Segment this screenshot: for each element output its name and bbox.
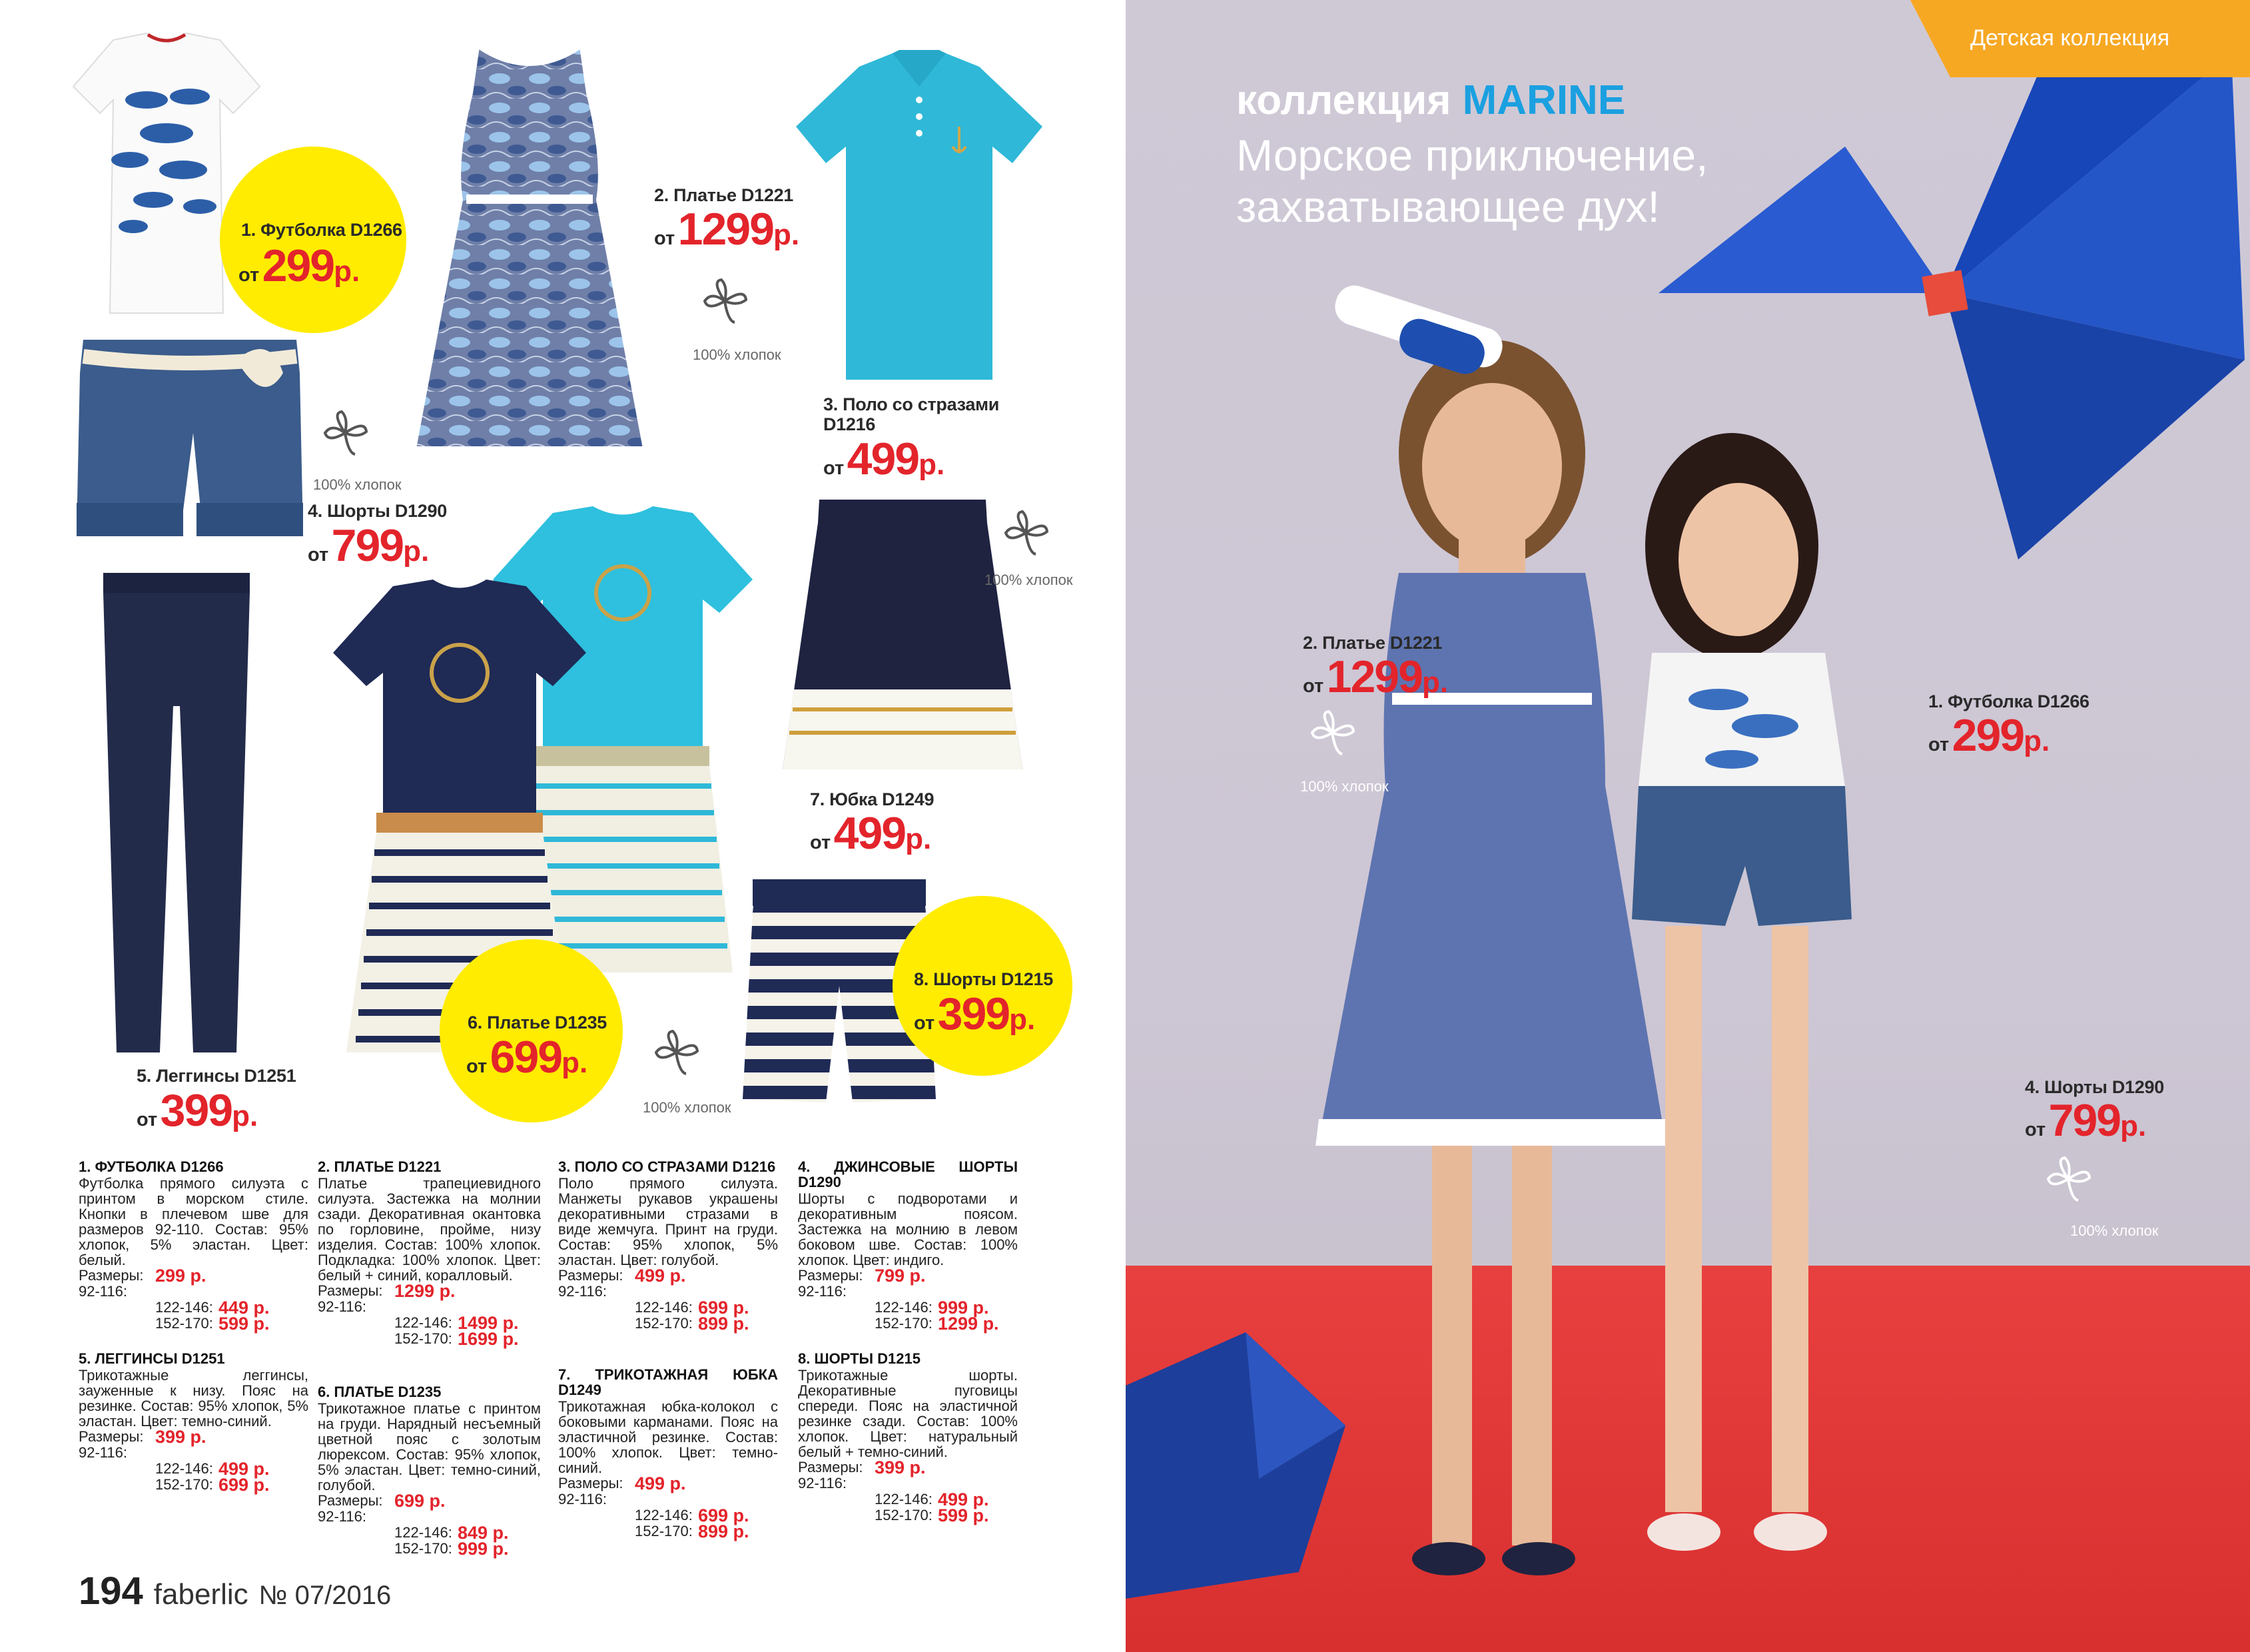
description-d1251: 5. ЛЕГГИНСЫ D1251 Трикотажные леггинсы, зауженные к низу. Пояс на резинке. Состав: 95% хлопок, 5% эластан. Цвет: темно-синий. Размеры: 92-116: 399 р. 122-146: 499 р. 152-170: 699 р. [79, 1350, 308, 1495]
product-price-d1221: от 1299р. [654, 204, 800, 254]
cotton-icon [318, 406, 372, 460]
callout-label-d1290: 4. Шорты D1290 [2025, 1077, 2164, 1097]
polo-d1216-image [786, 47, 1052, 386]
page-footer [79, 1569, 391, 1613]
product-price-d1235: от 699р. [466, 1032, 588, 1082]
page-number: 194 [79, 1569, 143, 1613]
cotton-label: 100% хлопок [2070, 1222, 2159, 1239]
girls-photo [1292, 280, 2058, 1652]
product-label-d1266: 1. Футболка D1266 [241, 220, 402, 240]
description-d1266: 1. ФУТБОЛКА D1266 Футболка прямого силуэта с принтом в морском стиле. Кнопки в плечевом шве для размеров 92-110. Состав: 95% хлопок, 5% эластан. Цвет: белый. Размеры: 92-116: 299 р. 122-146: 449 р. 152-170: 599 р. [79, 1158, 308, 1334]
section-tab-notch [1910, 0, 1950, 77]
callout-price-d1266: от 299р. [1928, 710, 2050, 761]
description-d1216: 3. ПОЛО СО СТРАЗАМИ D1216 Поло прямого силуэта. Манжеты рукавов украшены декоративными стразами в виде жемчуга. Принт на груди. Состав: 95% хлопок, 5% эластан. Цвет: голубой. Размеры: 92-116: 499 р. 122-146: 699 р. 152-170: 899 р. [558, 1158, 778, 1334]
cotton-icon [2042, 1152, 2095, 1206]
product-price-d1215: от 399р. [914, 989, 1036, 1039]
product-label-d1215: 8. Шорты D1215 [914, 969, 1053, 989]
collection-title: коллекция MARINE [1236, 77, 1626, 123]
skirt-d1249-image [779, 496, 1026, 776]
cotton-icon [649, 1026, 703, 1079]
cotton-label: 100% хлопок [313, 476, 402, 493]
description-d1290: 4. ДЖИНСОВЫЕ ШОРТЫ D1290 Шорты с подворотами и декоративным поясом. Застежка на молнию в левом боковом шве. Состав: 100% хлопок. Цвет: индиго. Размеры: 92-116: 799 р. 122-146: 999 р. 152-170: 1299 р. [798, 1158, 1018, 1334]
description-d1235: 6. ПЛАТЬЕ D1235 Трикотажное платье с принтом на груди. Нарядный несъемный цветной пояс с золотым люрексом. Состав: 95% хлопок, 5% эластан. Цвет: темно-синий, голубой. Размеры: 92-116: 699 р. 122-146: 849 р. 152-170: 999 р. [318, 1384, 541, 1559]
cotton-icon [1306, 706, 1359, 759]
callout-label-d1266: 1. Футболка D1266 [1928, 691, 2089, 711]
leggings-d1251-image [93, 566, 260, 1059]
callout-label-d1221: 2. Платье D1221 [1303, 633, 1442, 653]
collection-subtitle-1: Морское приключение, [1236, 131, 1708, 180]
issue-number: № 07/2016 [258, 1581, 392, 1610]
collection-subtitle-2: захватывающее дух! [1236, 182, 1660, 231]
product-price-d1251: от 399р. [137, 1085, 258, 1136]
product-price-d1249: от 499р. [810, 808, 932, 859]
cotton-icon [698, 274, 751, 328]
product-label-d1235: 6. Платье D1235 [468, 1013, 607, 1032]
product-label-d1216: 3. Поло со стразами [823, 394, 1000, 414]
section-tab [1950, 0, 2250, 77]
right-page [1126, 0, 2250, 1652]
callout-price-d1221: от 1299р. [1303, 651, 1449, 702]
cotton-icon [999, 506, 1052, 560]
product-price-d1290: от 799р. [308, 520, 430, 571]
brand-name: faberlic [153, 1578, 248, 1611]
product-label-d1249: 7. Юбка D1249 [810, 789, 935, 809]
cotton-label: 100% хлопок [1300, 778, 1389, 795]
product-label-d1216-code: D1216 [823, 414, 876, 434]
description-d1215: 8. ШОРТЫ D1215 Трикотажные шорты. Декоративные пуговицы спереди. Пояс на эластичной резинке сзади. Состав: 100% хлопок. Цвет: натуральный белый + темно-синий. Размеры: 92-116: 399 р. 122-146: 499 р. 152-170: 599 р. [798, 1350, 1018, 1525]
description-d1249: 7. ТРИКОТАЖНАЯ ЮБКА D1249 Трикотажная юбка-колокол с боковыми карманами. Пояс на эластичной резинке. Состав: 100% хлопок. Цвет: темно-синий. Размеры: 92-116: 499 р. 122-146: 699 р. 152-170: 899 р. [558, 1366, 778, 1541]
dress-d1221-image [406, 40, 653, 493]
product-price-d1266: от 299р. [238, 240, 360, 291]
shorts-d1290-image [70, 333, 310, 546]
section-tab-label: Детская коллекция [1970, 25, 2170, 51]
product-price-d1216: от 499р. [823, 434, 945, 484]
cotton-label: 100% хлопок [984, 572, 1073, 588]
product-label-d1290: 4. Шорты D1290 [308, 501, 447, 521]
cotton-label: 100% хлопок [643, 1099, 731, 1116]
cotton-label: 100% хлопок [693, 346, 781, 363]
product-label-d1221: 2. Платье D1221 [654, 185, 793, 205]
product-label-d1251: 5. Леггинсы D1251 [137, 1066, 296, 1086]
description-d1221: 2. ПЛАТЬЕ D1221 Платье трапециевидного силуэта. Застежка на молнии сзади. Декоративная окантовка по горловине, пройме, низу изделия. Состав: 100% хлопок. Подкладка: 100% хлопок. Цвет: белый + синий, коралловый. Размеры: 92-116: 1299 р. 122-146: 1499 р. 152-170: 1699 р. [318, 1158, 541, 1349]
callout-price-d1290: от 799р. [2025, 1095, 2147, 1146]
